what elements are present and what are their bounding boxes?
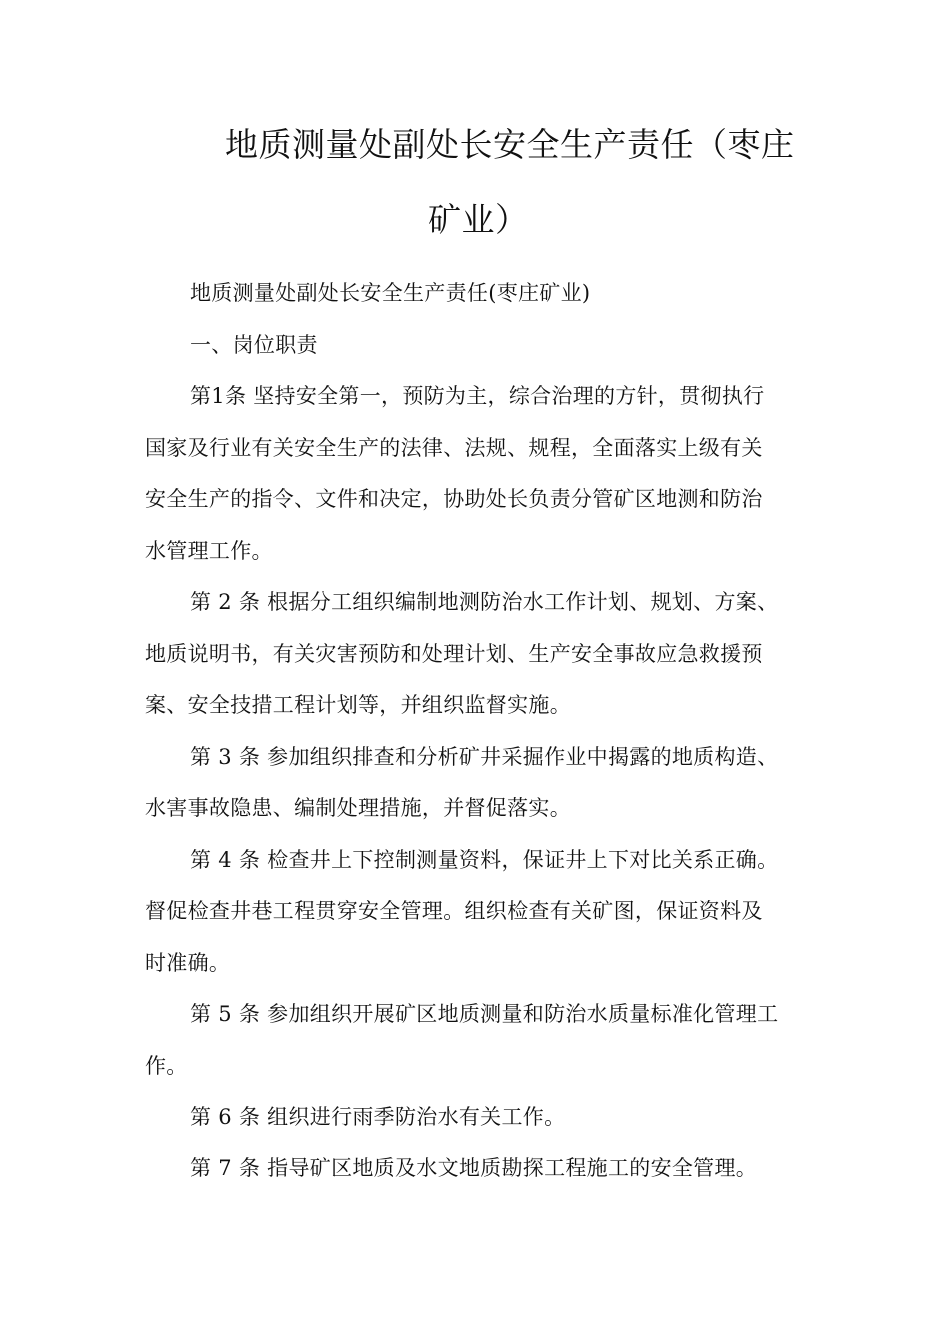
article-1-line-1: 第1条 坚持安全第一，预防为主，综合治理的方针，贯彻执行: [190, 384, 765, 408]
article-7-line-1: 第 7 条 指导矿区地质及水文地质勘探工程施工的安全管理。: [190, 1156, 758, 1180]
article-4-line-3: 时准确。: [145, 951, 231, 975]
article-6-line-1: 第 6 条 组织进行雨季防治水有关工作。: [190, 1105, 566, 1129]
article-5-line-2: 作。: [145, 1054, 188, 1078]
document-subtitle: 地质测量处副处长安全生产责任(枣庄矿业): [190, 281, 591, 305]
article-4-line-1: 第 4 条 检查井上下控制测量资料，保证井上下对比关系正确。: [190, 848, 779, 872]
section-heading: 一、岗位职责: [190, 333, 318, 357]
article-1-line-2: 国家及行业有关安全生产的法律、法规、规程，全面落实上级有关: [145, 436, 763, 460]
article-5-line-1: 第 5 条 参加组织开展矿区地质测量和防治水质量标准化管理工: [190, 1002, 779, 1026]
article-2-line-2: 地质说明书，有关灾害预防和处理计划、生产安全事故应急救援预: [145, 642, 763, 666]
article-2-line-1: 第 2 条 根据分工组织编制地测防治水工作计划、规划、方案、: [190, 590, 779, 614]
document-title-line-1: 地质测量处副处长安全生产责任（枣庄: [225, 125, 795, 164]
article-3-line-1: 第 3 条 参加组织排查和分析矿井采掘作业中揭露的地质构造、: [190, 745, 779, 769]
article-1-line-3: 安全生产的指令、文件和决定，协助处长负责分管矿区地测和防治: [145, 487, 763, 511]
article-1-line-4: 水管理工作。: [145, 539, 273, 563]
article-2-line-3: 案、安全技措工程计划等，并组织监督实施。: [145, 693, 571, 717]
article-3-line-2: 水害事故隐患、编制处理措施，并督促落实。: [145, 796, 571, 820]
article-4-line-2: 督促检查井巷工程贯穿安全管理。组织检查有关矿图，保证资料及: [145, 899, 763, 923]
document-title-line-2: 矿业）: [428, 200, 529, 239]
